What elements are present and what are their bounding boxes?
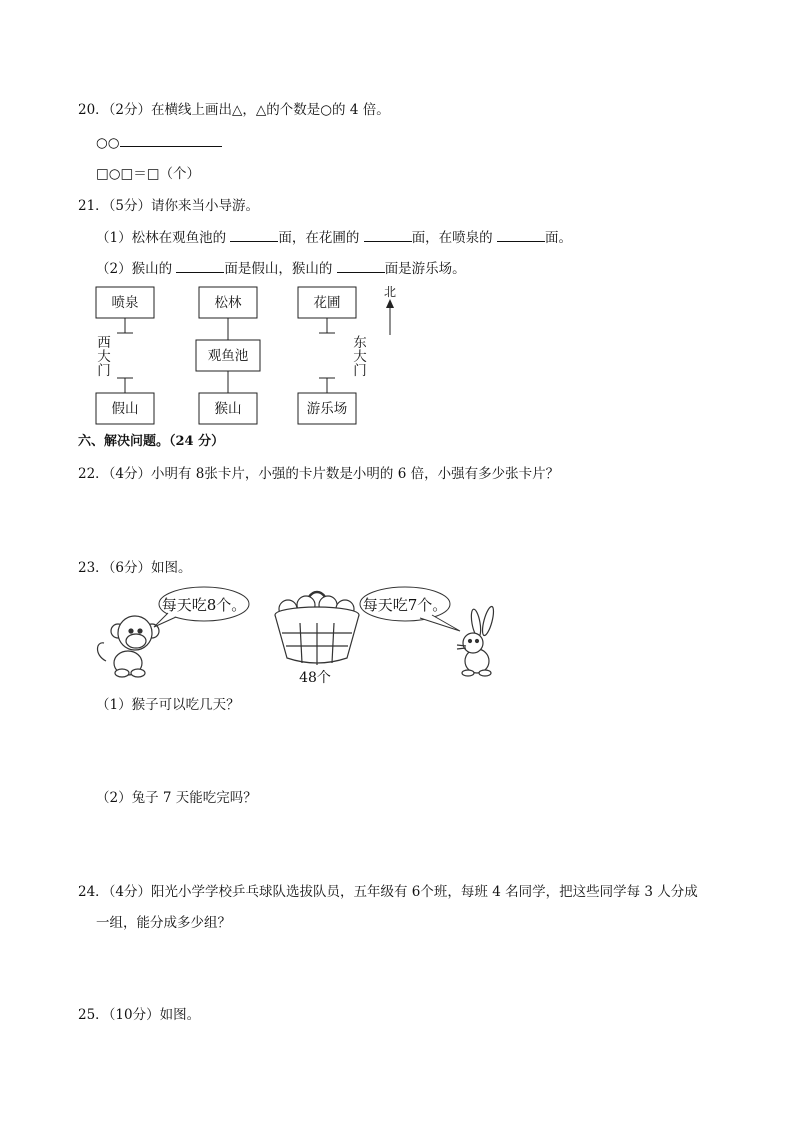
monkey-says: 每天吃8个。 bbox=[161, 596, 247, 614]
q20-answer-line bbox=[96, 133, 222, 152]
east-gate-3: 门 bbox=[353, 363, 367, 379]
q24-line2: 一组，能分成多少组？ bbox=[96, 915, 231, 931]
park-map bbox=[92, 283, 402, 429]
rabbit-speech-bubble bbox=[360, 587, 460, 631]
circle-icons: ○○ bbox=[96, 135, 120, 151]
fishpond-label: 观鱼池 bbox=[207, 348, 249, 364]
north-label: 北 bbox=[383, 285, 397, 299]
west-gate-3: 门 bbox=[97, 363, 111, 379]
q23-part1: （1）猴子可以吃几天？ bbox=[96, 697, 240, 713]
east-gate-2: 大 bbox=[353, 349, 367, 365]
monkey-speech-bubble bbox=[154, 587, 249, 627]
q21-part2-text-c: 面是游乐场。 bbox=[384, 261, 466, 277]
q21-part1-text-d: 面。 bbox=[544, 230, 572, 246]
q20-formula: □○□＝□（个） bbox=[96, 166, 201, 182]
q22-stem: 22．（4分）小明有 8张卡片，小强的卡片数是小明的 6 倍，小强有多少张卡片？ bbox=[78, 466, 560, 482]
west-gate-2: 大 bbox=[97, 349, 111, 365]
pines-label: 松林 bbox=[214, 295, 242, 311]
q23-stem: 23．（6分）如图。 bbox=[78, 560, 192, 576]
blank-5[interactable] bbox=[337, 259, 385, 273]
north-arrow-icon bbox=[386, 299, 394, 308]
q23-illustration bbox=[92, 583, 512, 688]
playground-label: 游乐场 bbox=[306, 401, 348, 417]
blank-2[interactable] bbox=[364, 228, 412, 242]
blank-3[interactable] bbox=[497, 228, 545, 242]
q25-stem: 25．（10分）如图。 bbox=[78, 1007, 201, 1023]
basket-icon bbox=[275, 592, 359, 665]
rockery-label: 假山 bbox=[111, 401, 139, 417]
rabbit-says: 每天吃7个。 bbox=[362, 596, 448, 614]
q21-part1-text-b: 面，在花圃的 bbox=[278, 230, 360, 246]
section-6-title: 六、解决问题。（24 分） bbox=[78, 434, 225, 449]
q24-line1: 24．（4分）阳光小学学校乒乓球队选拔队员，五年级有 6个班，每班 4 名同学，把这些同学每 3 人分成 bbox=[78, 884, 698, 900]
q20-stem: 20．（2分）在横线上画出△，△的个数是○的 4 倍。 bbox=[78, 102, 390, 118]
monkey-icon bbox=[98, 616, 160, 677]
q21-part1-text-a: （1）松林在观鱼池的 bbox=[96, 230, 227, 246]
q23-part2: （2）兔子 7 天能吃完吗？ bbox=[96, 790, 257, 806]
q21-part2-text-b: 面是假山，猴山的 bbox=[224, 261, 333, 277]
blank-1[interactable] bbox=[230, 228, 278, 242]
q21-part1-text-c: 面，在喷泉的 bbox=[411, 230, 493, 246]
rabbit-icon bbox=[457, 605, 496, 676]
q21-part2-text-a: （2）猴山的 bbox=[96, 261, 173, 277]
west-gate-1: 西 bbox=[97, 335, 111, 351]
garden-label: 花圃 bbox=[313, 295, 341, 311]
monkeyhill-label: 猴山 bbox=[214, 401, 242, 417]
q21-part1 bbox=[96, 228, 572, 247]
q21-stem: 21．（5分）请你来当小导游。 bbox=[78, 198, 260, 214]
east-gate-1: 东 bbox=[353, 335, 367, 351]
q21-part2 bbox=[96, 259, 466, 278]
basket-count: 48个 bbox=[299, 670, 331, 686]
fountain-label: 喷泉 bbox=[111, 295, 139, 311]
blank-4[interactable] bbox=[176, 259, 224, 273]
blank-line[interactable] bbox=[120, 133, 222, 147]
